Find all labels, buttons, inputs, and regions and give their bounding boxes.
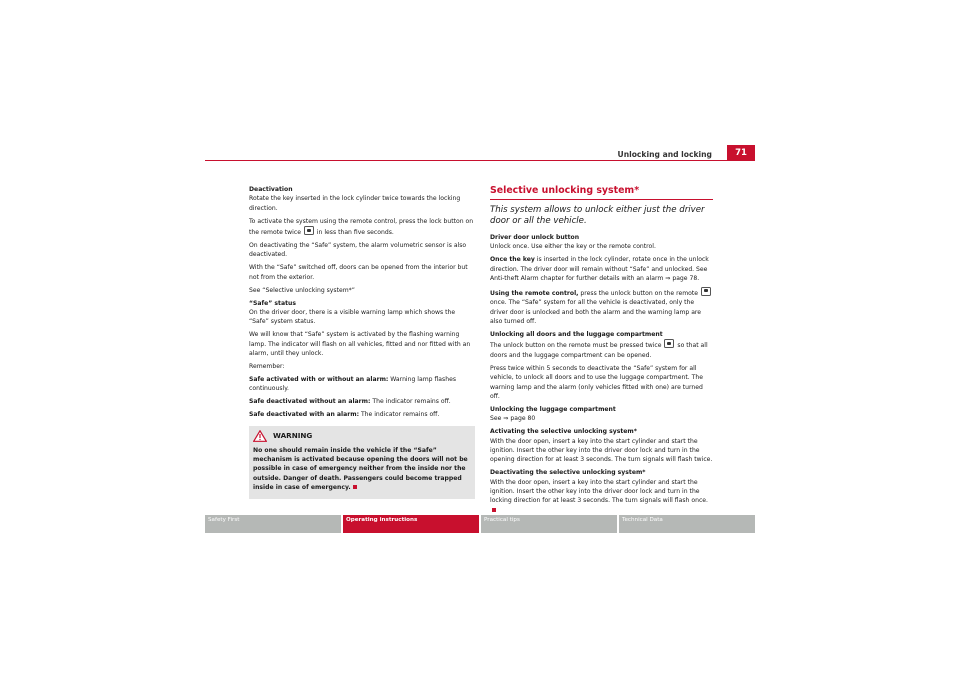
activating-heading: Activating the selective unlocking system* [490,428,637,436]
footer-tab-technical-data[interactable]: Technical Data [619,515,755,533]
driver-unlock-text: Unlock once. Use either the key or the remote control. [490,243,656,251]
driver-unlock-heading: Driver door unlock button [490,233,580,241]
section-lead: This system allows to unlock either just the driver door or all the vehicle. [490,205,705,227]
remote-control-text-end: once. The “Safe” system for all the vehicle is deactivated, only the driver door is unlocked and both the alarm and the warning lamp are also turned off. [490,299,702,326]
activating-text: With the door open, insert a key into the start cylinder and start the ignition. Insert the other key into the driver door lock and turn in the opening direction for at least 3 seconds. The turn signals will flash twice. [490,437,713,464]
unlock-all-heading: Unlocking all doors and the luggage compartment [490,330,663,338]
deactivating-heading: Deactivating the selective unlocking system* [490,469,646,477]
see-selective-text: See “Selective unlocking system*” [249,286,355,294]
luggage-heading: Unlocking the luggage compartment [490,405,616,413]
footer-tab-safety-first[interactable]: Safety First [205,515,341,533]
header-rule [205,160,755,161]
unlock-key-icon [664,339,674,348]
warning-box [249,426,475,499]
remember-item-1-label: Safe activated with or without an alarm: [249,375,389,383]
left-column [249,185,475,499]
end-marker-icon [492,508,496,512]
indicator-text: We will know that “Safe” system is activated by the flashing warning lamp. The indicator will flash on all vehicles, fitted and nor fitted with an alarm, until they unlock. [249,331,471,358]
remote-activation-text-end: in less than five seconds. [316,229,394,237]
deactivating-text: With the door open, insert a key into the start cylinder and start the ignition. Insert the other key into the driver door lock and turn in the locking direction for at least 3 seconds. The turn signals will flash once. [490,478,708,505]
page-header-title: Unlocking and locking [617,150,712,159]
remember-item-2-label: Safe deactivated without an alarm: [249,398,371,406]
page-number: 71 [727,145,755,161]
section-title: Selective unlocking system* [490,185,713,200]
warning-title: WARNING [273,430,313,440]
footer-tab-practical-tips[interactable]: Practical tips [481,515,617,533]
unlock-all-text: The unlock button on the remote must be pressed twice [490,342,662,350]
warning-text: No one should remain inside the vehicle if the “Safe” mechanism is activated because opening the doors will not be possible in case of emergency neither from the inside nor the outside. Danger of death. Passengers could become trapped inside in case of emergency. [253,446,468,492]
remember-item-2-text: The indicator remains off. [372,398,451,406]
remote-control-label: Using the remote control, [490,289,579,297]
once-key-text: is inserted in the lock cylinder, rotate once in the unlock direction. The driver door will remain without “Safe” and unlocked. See Anti-theft Alarm chapter for further details with an alarm ⇒ page 78. [490,256,709,282]
sensor-text: On deactivating the “Safe” system, the alarm volumetric sensor is also deactivated. [249,242,467,259]
unlock-all-text-end: so that all doors and the luggage compartment can be opened. [490,342,708,359]
once-key-label: Once the key [490,256,535,264]
status-text: On the driver door, there is a visible warning lamp which shows the “Safe” system status. [249,308,456,326]
warning-triangle-icon [253,430,267,442]
lock-key-icon [304,226,314,235]
luggage-text: See ⇒ page 80 [490,415,536,423]
end-marker-icon [353,485,357,489]
deactivation-text: Rotate the key inserted in the lock cylinder twice towards the locking direction. [249,195,461,212]
footer-tabs [205,515,755,533]
unlock-key-icon [701,287,711,296]
right-column [490,185,713,519]
remember-item-1-text: Warning lamp flashes continuously. [249,375,456,393]
remember-item-3-text: The indicator remains off. [360,411,440,419]
remote-control-text: press the unlock button on the remote [580,289,699,297]
remember-item-3-label: Safe deactivated with an alarm: [249,411,360,419]
remote-activation-text: To activate the system using the remote control, press the lock button on the remote twice [249,217,474,237]
unlock-all-detail: Press twice within 5 seconds to deactivate the “Safe” system for all vehicle, to unlock all doors and to use the luggage compartment. The warning lamp and the alarm (only vehicles fitted with one) are turned off. [490,364,703,400]
footer-tab-operating-instructions[interactable]: Operating instructions [343,515,479,533]
remember-label: Remember: [249,363,285,370]
deactivation-heading: Deactivation [249,186,293,193]
status-heading: “Safe” status [249,299,296,307]
interior-text: With the “Safe” switched off, doors can be opened from the interior but not from the exterior. [249,264,468,281]
